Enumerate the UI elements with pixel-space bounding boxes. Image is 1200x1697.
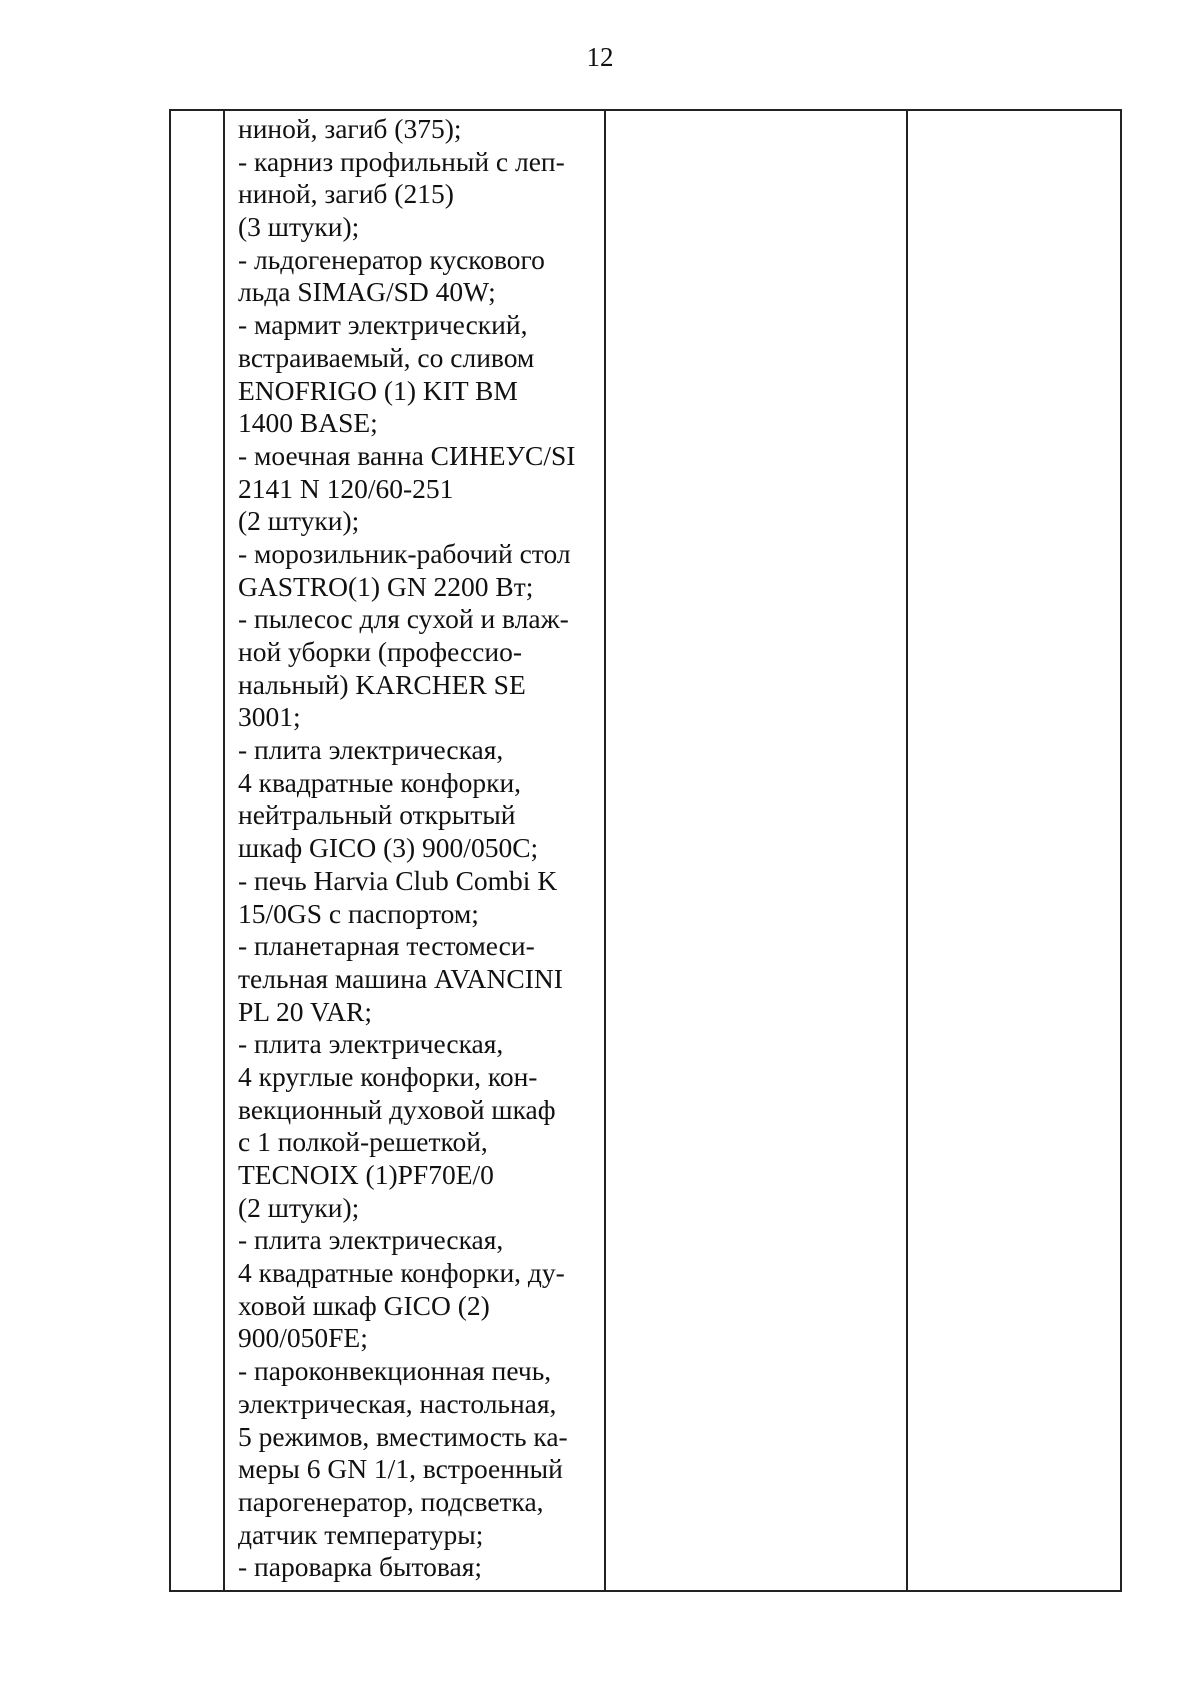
equipment-line: - пароконвекционная печь, [238,1355,552,1387]
equipment-line: тельная машина AVANCINI [238,962,563,994]
equipment-line: ниной, загиб (375); [238,113,462,144]
equipment-line: электрическая, настольная, [238,1387,557,1419]
equipment-line: с 1 полкой-решеткой, [238,1126,488,1158]
equipment-line: - моечная ванна СИНЕУС/SI [238,439,576,471]
equipment-line: - плита электрическая, [238,1028,504,1060]
equipment-line: - морозильник-рабочий стол [238,537,571,569]
equipment-line: меры 6 GN 1/1, встроенный [238,1453,563,1485]
equipment-line: векционный духовой шкаф [238,1093,556,1125]
equipment-line: - пароварка бытовая; [238,1551,483,1583]
column-divider-1 [223,111,225,1590]
equipment-line: - мармит электрический, [238,309,528,341]
equipment-line: - плита электрическая, [238,1224,504,1256]
equipment-line: нальный) KARCHER SE [238,668,526,700]
equipment-line: PL 20 VAR; [238,995,372,1027]
equipment-line: ховой шкаф GICO (2) [238,1289,490,1321]
equipment-list-cell [238,113,608,1584]
equipment-line: 15/0GS с паспортом; [238,897,479,929]
equipment-line: ENOFRIGO (1) KIT BM [238,374,518,406]
equipment-line: TECNOIX (1)PF70E/0 [238,1159,494,1190]
equipment-line: (3 штуки); [238,211,360,243]
equipment-line: - льдогенератор кускового [238,243,545,275]
equipment-line: 4 круглые конфорки, кон- [238,1060,538,1092]
equipment-line: нейтральный открытый [238,799,516,831]
page-number: 12 [586,42,614,72]
equipment-line: - карниз профильный с леп- [238,145,565,177]
equipment-line: GASTRO(1) GN 2200 Вт; [238,570,534,602]
column-divider-3 [906,111,908,1590]
equipment-line: 4 квадратные конфорки, [238,766,522,798]
equipment-line: - печь Harvia Club Combi K [238,864,558,896]
equipment-line: - пылесос для сухой и влаж- [238,603,569,635]
equipment-line: льда SIMAG/SD 40W; [238,276,496,308]
equipment-line: 4 квадратные конфорки, ду- [238,1257,565,1289]
equipment-line: парогенератор, подсветка, [238,1485,544,1517]
equipment-line: 5 режимов, вместимость ка- [238,1420,568,1452]
equipment-line: 2141 N 120/60-251 [238,472,454,504]
equipment-line: - плита электрическая, [238,734,504,766]
equipment-line: встраиваемый, со сливом [238,341,535,373]
equipment-line: ниной, загиб (215) [238,178,454,210]
equipment-line: ной уборки (профессио- [238,636,523,667]
equipment-line: - планетарная тестомеси- [238,930,535,962]
equipment-line: 1400 BASE; [238,407,378,439]
equipment-line: 900/050FE; [238,1322,368,1354]
equipment-line: шкаф GICO (3) 900/050C; [238,832,539,864]
equipment-line: (2 штуки); [238,1191,360,1223]
equipment-line: датчик температуры; [238,1518,484,1550]
equipment-line: (2 штуки); [238,505,360,537]
equipment-table [169,109,1122,1592]
equipment-line: 3001; [238,701,301,733]
